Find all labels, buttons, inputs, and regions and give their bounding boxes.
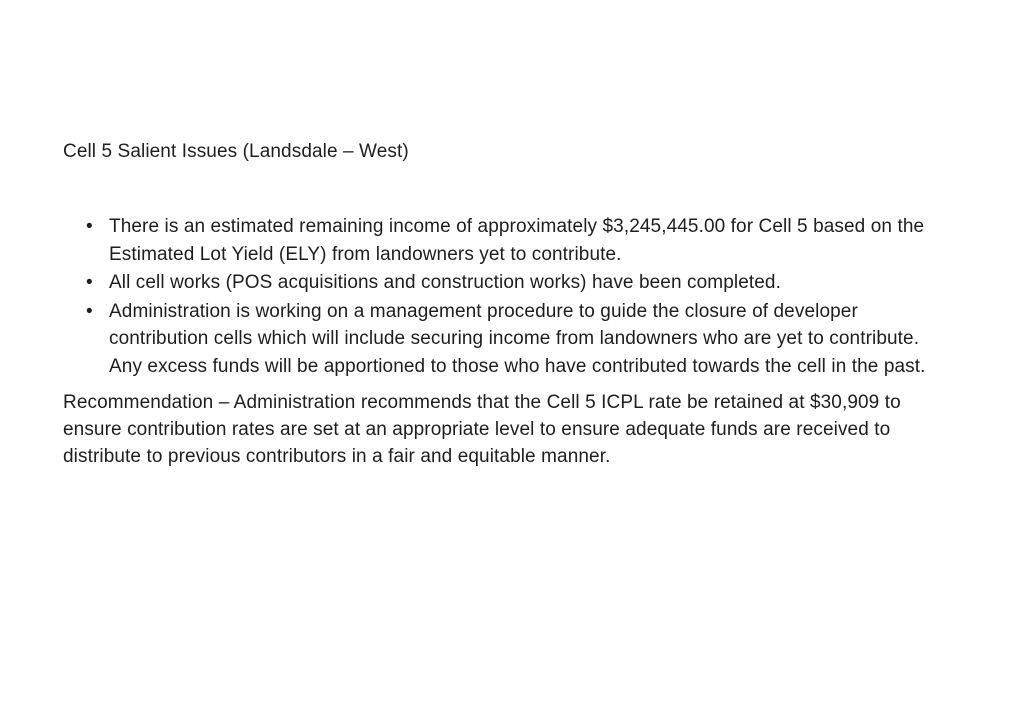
- bullet-item-administration-procedure: • Administration is working on a management procedure to guide the closure of developer contribution cells which will include securing income from landowners who are yet to contribute. Any excess funds will be apportioned to those who have contributed towards the cell in the past.: [109, 298, 951, 381]
- document-title: Cell 5 Salient Issues (Landsdale – West): [63, 141, 409, 162]
- recommendation-paragraph: Recommendation – Administration recommends that the Cell 5 ICPL rate be retained at $30,909 to ensure contribution rates are set at an appropriate level to ensure adequate funds are received to distribute to previous contributors in a fair and equitable manner.: [63, 392, 901, 467]
- bullet-list: [63, 213, 951, 380]
- bullet-item-remaining-income: • There is an estimated remaining income of approximately $3,245,445.00 for Cell 5 based on the Estimated Lot Yield (ELY) from landowners yet to contribute.: [109, 213, 951, 268]
- bullet-item-cell-works: • All cell works (POS acquisitions and construction works) have been completed.: [109, 269, 951, 297]
